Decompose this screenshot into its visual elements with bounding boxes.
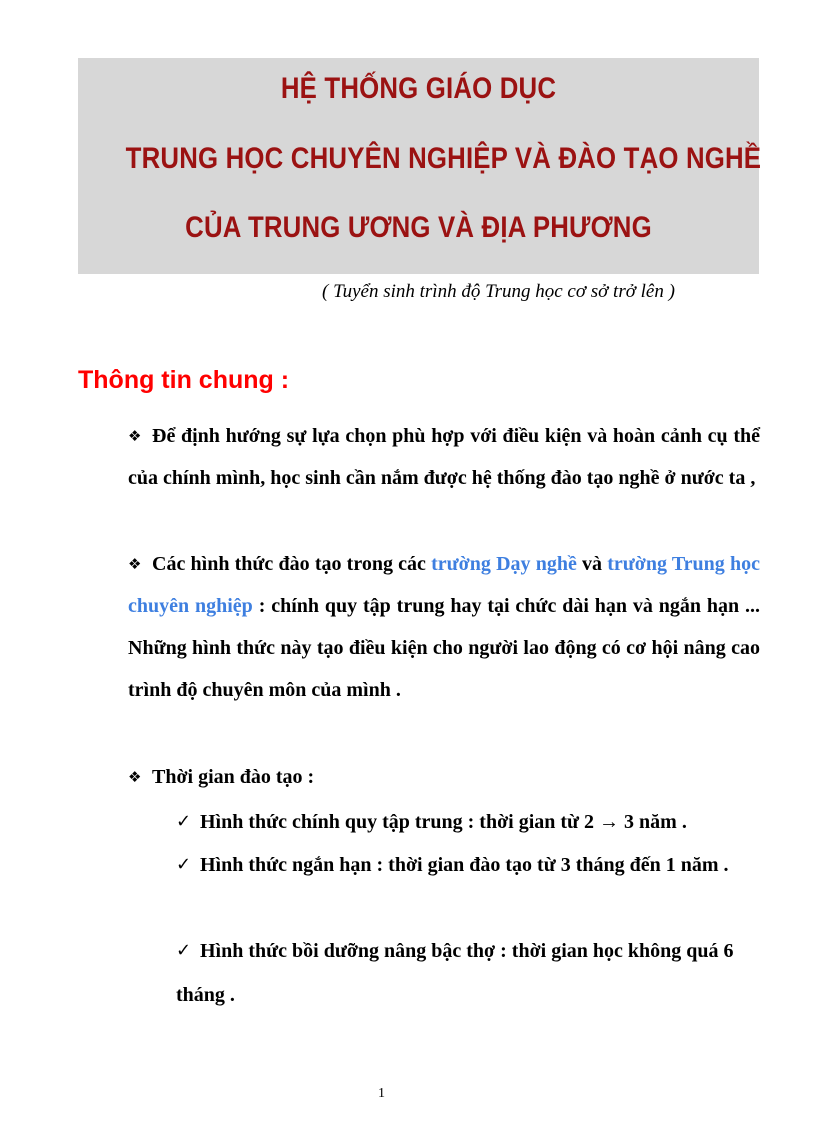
bullet-item [128, 543, 760, 711]
bullet-text: Thời gian đào tạo : [152, 766, 315, 788]
training-duration-item [176, 843, 741, 887]
training-duration-item [176, 800, 741, 844]
bullet-text-before: Các hình thức đào tạo trong các [152, 553, 432, 575]
bullet-item [128, 415, 760, 499]
title-line-2: TRUNG HỌC CHUYÊN NGHIỆP VÀ ĐÀO TẠO NGHỀ [125, 142, 762, 175]
link-truong-day-nghe[interactable]: trường Dạy nghề [431, 553, 577, 575]
title-banner [78, 58, 762, 274]
bullet-text-after: : chính quy tập trung hay tại chức dài hạn và ngắn hạn ... Những hình thức này tạo điều kiện cho người lao động có cơ hội nâng cao trình độ chuyên môn của mình . [128, 595, 760, 701]
title-line-1: HỆ THỐNG GIÁO DỤC [280, 72, 557, 105]
training-duration-text: Hình thức bồi dưỡng nâng bậc thợ : thời gian học không quá 6 tháng . [176, 940, 734, 1006]
link-truong-trung-hoc-chuyen-nghiep[interactable]: trường Trung học chuyên nghiệp [128, 553, 761, 617]
checkmark-icon: ✓ [176, 811, 192, 832]
training-duration-item [176, 929, 741, 1017]
section-heading: Thông tin chung : [78, 366, 290, 394]
bullet-text-mid: và [576, 553, 608, 575]
checkmark-icon: ✓ [176, 940, 192, 961]
title-line-3: CỦA TRUNG ƯƠNG VÀ ĐỊA PHƯƠNG [185, 211, 652, 244]
training-duration-text: Hình thức chính quy tập trung : thời gian từ 2 → 3 năm . [200, 811, 687, 833]
page-number: 1 [378, 1086, 385, 1101]
checkmark-icon: ✓ [176, 854, 192, 875]
bullet-text: Để định hướng sự lựa chọn phù hợp với điều kiện và hoàn cảnh cụ thể của chính mình, học sinh cần nắm được hệ thống đào tạo nghề ở nước ta , [128, 425, 760, 489]
training-duration-text: Hình thức ngắn hạn : thời gian đào tạo từ 3 tháng đến 1 năm . [200, 854, 729, 876]
diamond-bullet-icon: ❖ [128, 427, 142, 445]
bullet-text [128, 543, 760, 711]
bullet-item [128, 756, 760, 798]
subtitle: ( Tuyển sinh trình độ Trung học cơ sở trở lên ) [322, 281, 675, 302]
diamond-bullet-icon: ❖ [128, 555, 142, 573]
diamond-bullet-icon: ❖ [128, 768, 142, 786]
